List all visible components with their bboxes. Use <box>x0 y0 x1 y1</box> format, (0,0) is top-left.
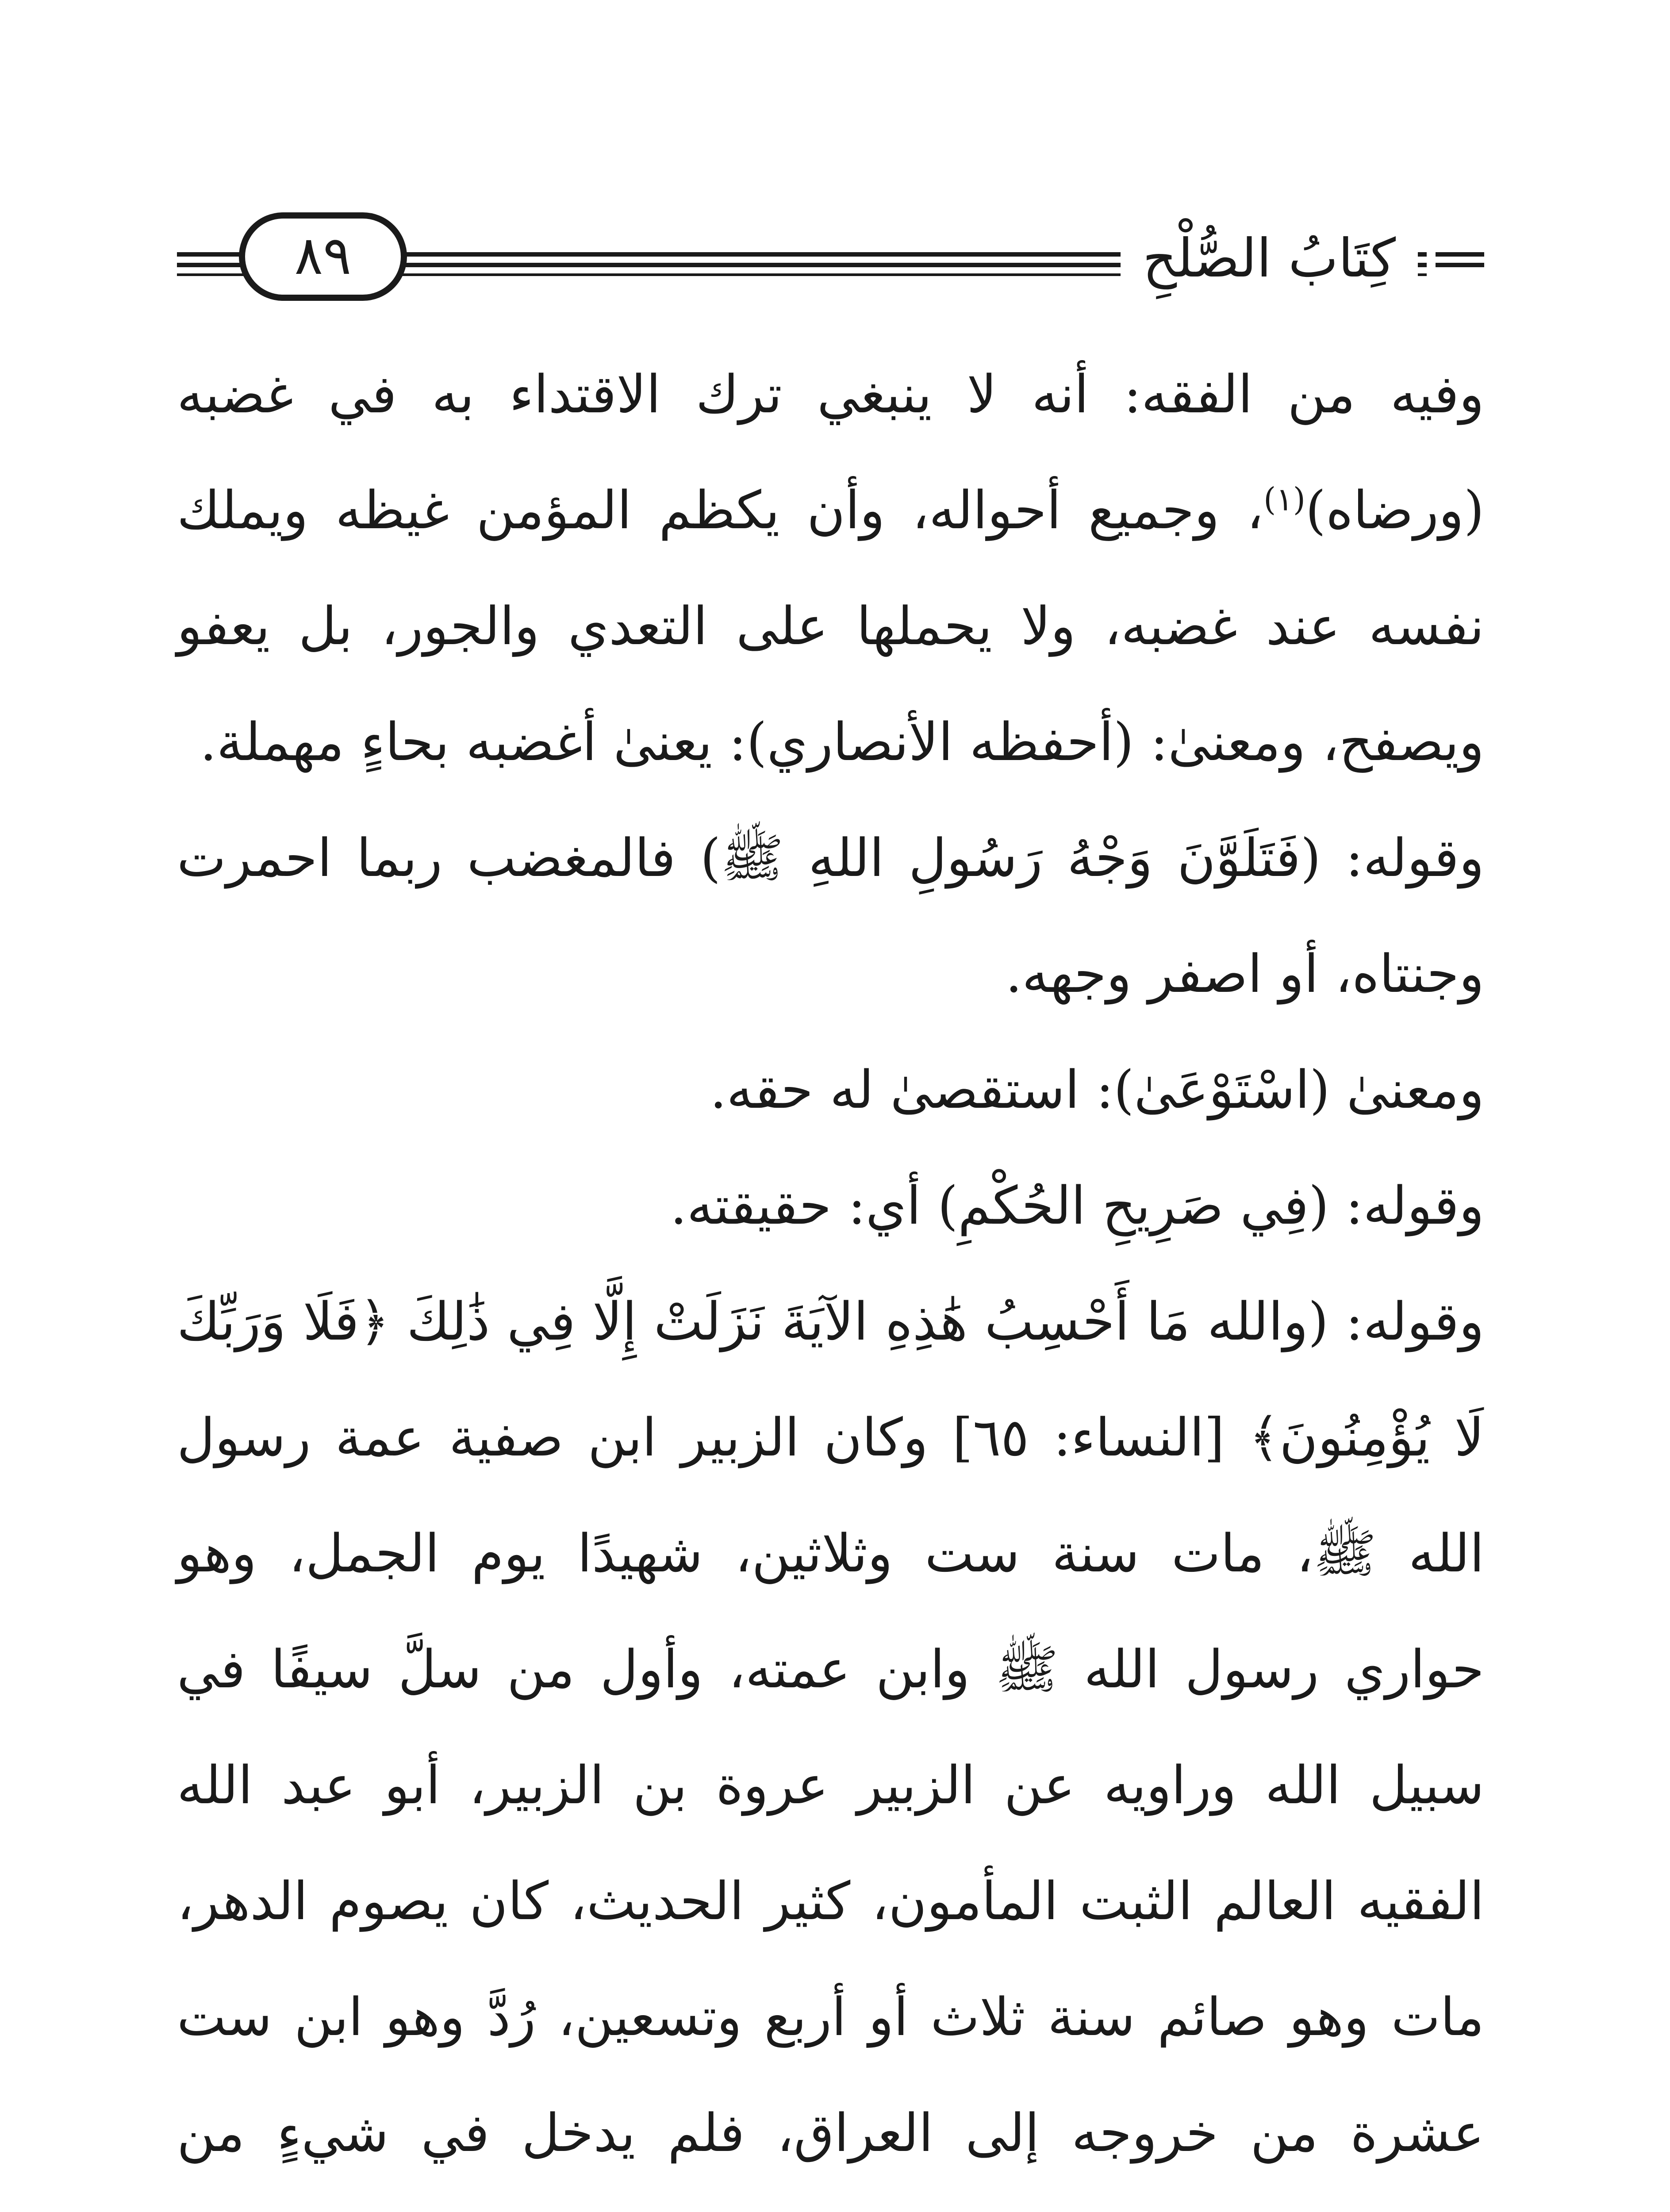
paragraph: ومعنىٰ (اسْتَوْعَىٰ): استقصىٰ له حقه. <box>710 1059 1484 1120</box>
paragraph-text: ، وجميع أحواله، وأن يكظم المؤمن غيظه ويملك نفسه عند غضبه، ولا يحملها على التعدي والجور، بل يعفو ويصفح، ومعنىٰ: (أحفظه الأنصاري): يعنىٰ أغضبه بحاءٍ مهملة. <box>177 480 1484 772</box>
page-number: ٨٩ <box>294 225 352 287</box>
paragraph <box>177 336 1484 800</box>
paragraph: وقوله: (فَتَلَوَّنَ وَجْهُ رَسُولِ اللهِ ﷺ) فالمغضب ربما احمرت وجنتاه، أو اصفر وجهه. <box>177 827 1484 1004</box>
header-end-tick <box>1436 263 1484 267</box>
header-end-mark <box>1427 217 1484 301</box>
paragraph: وقوله: (فِي صَرِيحِ الحُكْمِ) أي: حقيقته. <box>670 1175 1484 1236</box>
main-text <box>177 336 1484 2212</box>
book-title: كِتَابُ الصُّلْحِ <box>1121 217 1418 301</box>
paragraph: وقوله: (والله مَا أَحْسِبُ هَٰذِهِ الآيَةَ نَزَلَتْ إِلَّا فِي ذَٰلِكَ ﴿فَلَا وَرَبِّكَ لَا يُؤْمِنُونَ﴾ [النساء: ٦٥] وكان الزبير ابن صفية عمة رسول الله ﷺ، مات سنة ست وثلاثين، شهيدًا يوم الجمل، وهو حواري رسول الله ﷺ وابن عمته، وأول من سلَّ سيفًا في سبيل الله وراويه عن الزبير عروة بن الزبير، أبو عبد الله الفقيه العالم الثبت المأمون، كثير الحديث، كان يصوم الدهر، مات وهو صائم سنة ثلاث أو أربع وتسعين، رُدَّ وهو ابن ست عشرة من خروجه إلى العراق، فلم يدخل في شيءٍ من <box>177 1291 1484 2163</box>
page-header <box>177 208 1484 314</box>
header-end-tick <box>1436 252 1484 257</box>
footnote-ref: (١) <box>1263 480 1305 518</box>
paragraph-text: وفيه من الفقه: أنه لا ينبغي ترك الاقتداء به في غضبه (ورضاه) <box>177 364 1484 541</box>
page-number-badge <box>239 212 407 301</box>
